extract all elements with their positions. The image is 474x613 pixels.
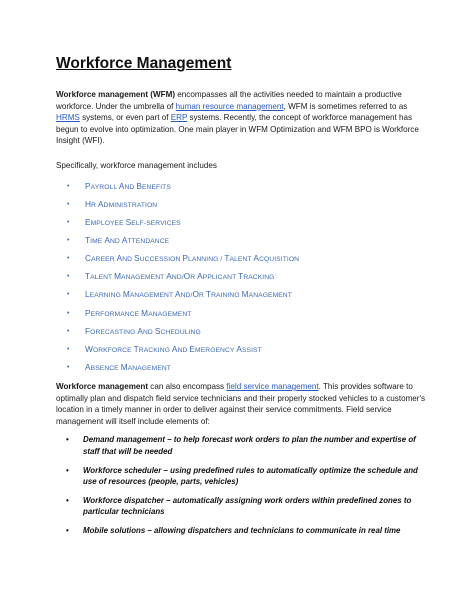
topic-label: TIME AND ATTENDANCE (85, 234, 170, 245)
topic-item (56, 271, 426, 289)
intro-text-4: systems. Recently, the concept of workforce management has begun to evolve into optimization. One main player in WFM Optimization and WFM BPO is Workforce Insight (WFI). (56, 113, 419, 146)
bullet-icon: • (67, 255, 70, 263)
intro-text-1: encompasses all the activities needed to maintain a productive workforce. Under the umbrella of (56, 90, 402, 111)
bullet-icon: • (67, 236, 70, 244)
bullet-icon: • (67, 363, 70, 371)
fsm-term: Workforce management (56, 382, 149, 392)
bullet-icon: • (67, 218, 70, 226)
fsm-text-1: can also encompass (148, 382, 227, 392)
fsm-text-2: . This provides software to optimally plan and dispatch field service technicians and their properly stocked vehicles to a customer's location in a timely manner in order to deliver against their service commitments. Field service management will itself include elements of: (56, 382, 426, 426)
topic-item (56, 362, 426, 380)
link-human-resource-management[interactable]: human resource management (175, 101, 284, 111)
element-item (56, 465, 426, 488)
topic-item (56, 181, 426, 199)
topic-item (56, 344, 426, 362)
specifically-text: Specifically, workforce management includes (56, 160, 217, 170)
bullet-icon: • (67, 291, 70, 299)
intro-text-3: systems, or even part of (79, 113, 171, 123)
topic-item (56, 217, 426, 235)
elements-list (56, 434, 426, 536)
topic-label: TALENT MANAGEMENT AND/OR APPLICANT TRACKING (85, 271, 275, 282)
intro-text-2: , WFM is sometimes referred to as (283, 101, 408, 111)
topic-label: EMPLOYEE SELF-SERVICES (85, 216, 181, 227)
topic-label: LEARNING MANAGEMENT AND/OR TRAINING MANAGEMENT (85, 289, 292, 300)
element-label: Mobile solutions – allowing dispatchers and technicians to communicate in real time (83, 526, 401, 536)
topic-label: CAREER AND SUCCESSION PLANNING / TALENT ACQUISITION (85, 253, 300, 264)
topic-item (56, 199, 426, 217)
bullet-icon: • (67, 309, 70, 317)
link-erp[interactable]: ERP (170, 113, 188, 123)
topic-label: PAYROLL AND BENEFITS (85, 180, 171, 191)
element-item (56, 495, 426, 518)
element-label: Workforce dispatcher – automatically assigning work orders within predefined zones to particular technicians (83, 495, 412, 517)
bullet-icon: • (66, 495, 69, 505)
intro-term: Workforce management (WFM) (56, 90, 176, 99)
topic-label: ABSENCE MANAGEMENT (85, 361, 171, 372)
bullet-icon: • (67, 273, 70, 281)
topic-item (56, 235, 426, 253)
document-page (56, 55, 426, 544)
element-item (56, 525, 426, 537)
topics-list (56, 181, 426, 381)
link-field-service-management[interactable]: field service management (226, 382, 319, 392)
topic-item (56, 326, 426, 344)
element-label: Demand management – to help forecast work orders to plan the number and expertise of staff that will be needed (83, 435, 416, 457)
bullet-icon: • (67, 182, 70, 190)
field-service-paragraph (56, 381, 426, 427)
bullet-icon: • (67, 345, 70, 353)
topic-label: FORECASTING AND SCHEDULING (85, 325, 201, 336)
page-title: Workforce Management (56, 55, 232, 72)
bullet-icon: • (67, 327, 70, 335)
topic-item (56, 308, 426, 326)
link-hrms[interactable]: HRMS (56, 113, 80, 123)
topic-label: PERFORMANCE MANAGEMENT (85, 307, 192, 318)
topic-item (56, 289, 426, 307)
topic-label: HR ADMINISTRATION (85, 198, 158, 209)
bullet-icon: • (67, 200, 70, 208)
bullet-icon: • (66, 435, 69, 445)
element-item (56, 434, 426, 457)
intro-paragraph (56, 89, 426, 147)
bullet-icon: • (66, 526, 69, 536)
bullet-icon: • (66, 465, 69, 475)
element-label: Workforce scheduler – using predefined rules to automatically optimize the schedule and use of resources (people, parts, vehicles) (83, 465, 418, 487)
topic-item (56, 253, 426, 271)
topic-label: WORKFORCE TRACKING AND EMERGENCY ASSIST (85, 343, 262, 354)
